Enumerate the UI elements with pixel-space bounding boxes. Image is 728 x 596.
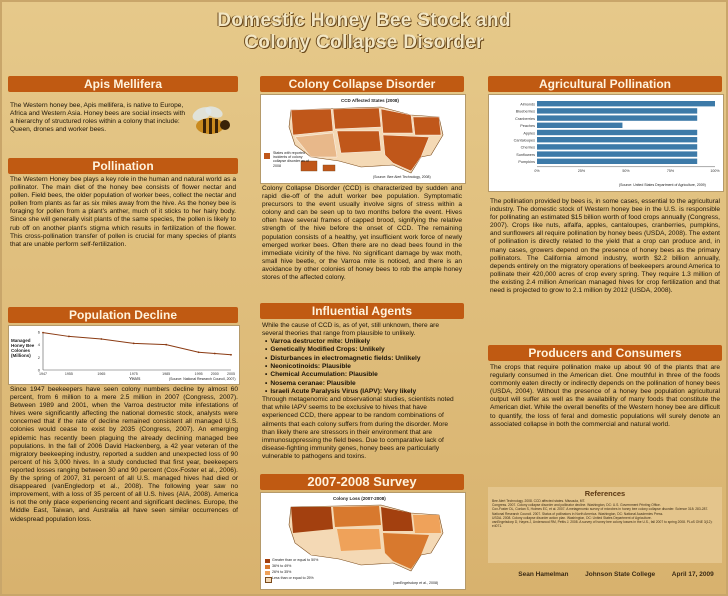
producers-heading: Producers and Consumers	[488, 345, 722, 361]
data-point	[133, 343, 135, 345]
bar-category-label: Cantaloupes	[513, 138, 535, 143]
survey-legend-item: Greater than or equal to 50%	[272, 558, 319, 562]
agent-item: • Nosema ceranae: Plausible	[271, 380, 462, 388]
data-point	[68, 336, 70, 338]
agent-item: • Disturbances in electromagnetic fields: Unlikely	[271, 355, 462, 363]
bar	[537, 108, 697, 113]
agent-item: • Chemical Accumulation: Plausible	[271, 371, 462, 379]
reference-item: Bee Alert Technology. 2008. CCD affected states. Missoula, MT.	[492, 499, 586, 503]
legend-swatch	[265, 565, 270, 569]
x-tick-label: 25%	[577, 168, 586, 173]
survey-legend-item: Less than or equal to 25%	[272, 576, 314, 580]
bar	[537, 137, 697, 142]
ccd-map-title: CCD Affected States (2008)	[341, 98, 399, 103]
bar-category-label: Sunflowers	[516, 152, 535, 157]
agents-heading: Influential Agents	[260, 303, 464, 319]
x-tick-label: 1995	[194, 372, 203, 376]
population-chart	[8, 325, 240, 385]
agent-item: • Israeli Acute Paralysis Virus (IAPV): Very likely	[271, 388, 462, 396]
bar	[537, 144, 697, 149]
bar	[537, 115, 697, 120]
ag-chart-source: (Source: United States Department of Agriculture, 2009)	[619, 183, 706, 187]
x-tick-label: 2000	[210, 372, 219, 376]
agents-intro: While the cause of CCD is, as of yet, still unknown, there are several theories that range from plausible to unlikely.	[262, 322, 440, 338]
pollination-heading: Pollination	[8, 158, 238, 174]
bar-category-label: Cranberries	[515, 116, 535, 121]
data-point	[165, 344, 167, 346]
data-point	[214, 353, 216, 355]
bar-category-label: Almonds	[520, 102, 535, 107]
us-map-ccd	[261, 95, 465, 183]
survey-map	[260, 492, 466, 590]
bar-category-label: Cherries	[520, 145, 535, 150]
survey-source: (vanEngelsdorp et al., 2008)	[393, 581, 439, 585]
ag-heading: Agricultural Pollination	[488, 76, 722, 92]
x-tick-label: 75%	[666, 168, 675, 173]
population-chart-source: (Source: National Research Council, 2007)	[169, 377, 236, 381]
bar-category-label: Peaches	[520, 124, 535, 129]
bar	[537, 151, 697, 156]
y-tick-label: 0	[37, 367, 40, 373]
agent-item: • Neonicotinoids: Plausible	[271, 363, 462, 371]
x-tick-label: 2005	[227, 372, 235, 376]
x-tick-label: 50%	[622, 168, 630, 173]
survey-map-title: Colony Loss (2007-2008)	[333, 496, 386, 501]
y-tick-label: 2	[37, 354, 40, 360]
footer-author: Sean Hamelman	[518, 570, 569, 578]
apis-heading: Apis Mellifera	[8, 76, 238, 92]
reference-item: Congress. 2007. Colony collapse disorder and pollinator decline. Washington, DC: U.S. Government Printing Office.	[492, 503, 661, 508]
agents-text: Through metagenomic and observational studies, scientists noted that while IAPV seems to be exclusive to hives that have experienced CCD, there appear to be random combinations of ailments that each colony suffers from during the disorder. More than likely there are stressors in their environment that are immunosuppressing the field bees. Due to comparative lack of disease-fighting immunity genes, honey bees are particularly vulnerable to pathogens and toxins.	[262, 396, 454, 460]
x-tick-label: 0%	[534, 168, 540, 173]
y-tick-label: 6	[37, 329, 40, 335]
data-point	[42, 332, 44, 334]
ccd-text: Colony Collapse Disorder (CCD) is characterized by sudden and rapid die-off of the adult worker bee population. Symptomatic precursors to the event usually involve signs of stress within a colony and can be seen up to two months before the event. Hives often have several frames of capped brood, signifying the relative strength of the hive before the onset of CCD. The remaining population consists of a healthy, yet insufficient work force of newly emerged worker bees. Often there are no dead bees found in the immediate vicinity of the hive. No significant damage by wax moth, small hive beetle, or the Varroa mite is noticed, and there is an avoidance by other colonies of honey bees to rob the ample honey stores of the affected colony.	[262, 185, 462, 282]
bar-category-label: Pumpkins	[518, 160, 535, 165]
legend-swatch	[265, 559, 270, 563]
reference-item: National Research Council. 2007. Status of pollinators in North America. Washington, DC: National Academies Press.	[492, 511, 664, 516]
producers-text: The crops that require pollination make up about 90 of the plants that are regularly consumed in the American diet. One mouthful in three of the foods commonly eaten directly or indirectly depends on the pollination of honey bees (USDA, 2004). Without the presence of a honey bee population agricultural output will suffer as well as the availability of many foods that constitute the American diet. While the overall benefits of the Western honey bee are difficult to quantify, the loss of feral and domestic populations will surely denote an associated collapse in both the commercial and natural world.	[490, 364, 720, 428]
survey-legend-item: 36% to 49%	[272, 564, 292, 568]
ag-text: The pollination provided by bees is, in some cases, essential to the agricultural industry. The domestic stock of Western honey bee in the U.S. is responsible for pollinating an estimated $15 billion worth of food crops annually (Congress, 2007). Crops like nuts, alfalfa, apples, cantaloupes, cranberries, pumpkins, and sunflowers all require pollination by honey bees (USDA, 2008). The extent of pollination is directly related to the yield that a crop can produce and, in many cases, growers depend on the presence of honey bees as the primary pollinators. The California almond industry, worth $2.2 billion annually, depends entirely on the migratory operations of beekeepers around America to pollinate their 420,000 acres of crop every spring. They require 1.3 million of the existing 2.4 million American managed hives for crop fertilization and that need is projected to grow to 2.1 million by 2012 (USDA, 2008).	[490, 198, 720, 295]
legend-swatch	[264, 153, 270, 159]
poster-title-line2: Colony Collapse Disorder	[244, 32, 484, 53]
references-list	[492, 499, 718, 528]
bar	[537, 123, 622, 128]
ag-chart	[488, 94, 724, 192]
x-tick-label: 1965	[97, 372, 106, 376]
bar-category-label: Apples	[523, 131, 535, 136]
references-heading: References	[584, 489, 626, 498]
ccd-map-legend: States with reported incidents of colony collapse disorder as of 2008	[273, 151, 309, 168]
agents-body	[262, 322, 462, 461]
ccd-map	[260, 94, 466, 184]
reference-item: USDA. 2008. Colony collapse disorder action plan. Washington, DC: United States Department of Agriculture.	[492, 515, 652, 520]
references-box	[488, 487, 722, 563]
series-line	[43, 333, 231, 355]
agent-item: • Genetically Modified Crops: Unlikely	[271, 346, 462, 354]
apis-text: The Western honey bee, Apis mellifera, is native to Europe, Africa and Western Asia. Honey bees are social insects with a hierarchy of structured roles within a colony that include: Queen, drones and worker bees.	[10, 102, 186, 134]
x-tick-label: 1947	[39, 372, 47, 376]
data-point	[230, 354, 232, 356]
data-point	[198, 351, 200, 353]
pollination-text: The Western Honey bee plays a key role in the human and natural world as a pollinator. The main diet of the honey bee consists of flower nectar and pollen. Field bees, the older population of worker bees, collect the nectar and pollen from plants as far as six miles away from the hive. As the honey bee is foraging for pollen from a plant's anther, much of it sticks to her hairy body. Since she will generally visit plants of the same species, the pollen is likely to rub off on another plant's stigma which results in fertilization of the flower. This cross-pollination transfer of pollen is crucial for many species of plants that are unable perform self-fertilization.	[10, 176, 236, 248]
ccd-heading: Colony Collapse Disorder	[260, 76, 464, 92]
poster-title-line1: Domestic Honey Bee Stock and	[217, 10, 511, 31]
ag-chart-plot	[489, 95, 723, 191]
population-heading: Population Decline	[8, 307, 238, 323]
us-map-colony-loss	[261, 493, 465, 589]
footer-date: April 17, 2009	[671, 570, 714, 578]
footer	[510, 567, 722, 581]
x-tick-label: 1975	[129, 372, 138, 376]
survey-heading: 2007-2008 Survey	[260, 474, 464, 490]
bar	[537, 130, 697, 135]
reference-item: vanEngelsdorp D, Hayes J, Underwood RM, Pettis J. 2008. A survey of honey bee colony losses in the U.S., fall 2007 to spring 2008. PLoS ONE 3(12): e4071.	[492, 520, 713, 529]
population-chart-ylabel: Managed Honey Bee Colonies (Millions)	[11, 338, 35, 358]
agents-list	[262, 338, 462, 396]
population-text: Since 1947 beekeepers have seen colony numbers decline by almost 60 percent, from 6 million to a mere 2.5 million in 2007 (Congress, 2007). Between 1989 and 2001, when the Varroa destructor mite infestations of hives were significantly affecting the national domestic stock, analysts were concerned that if the rate of decline remained consistent all managed U.S. colonies would cease to exist by 2035 (Congress, 2007). An emerging epidemic has recently been plaguing the already declining managed bee populations. In the fall of 2006 David Hackenberg, a 42 year veteran of the migratory beekeeping industry, reported a sudden and unexpected loss of 90 percent of his 3,000 hives. In a study conducted that first year, beekeepers reported losses ranging between 30 and 90 percent (Cox-Foster et al., 2006). By the spring of 2007, 31 percent of all U.S. managed hives had died or disappeared (vanEngledorp et al., 2008). The following year saw no improvement, with a loss of 35 percent of all U.S. hives (AIA, 2008). America is not the only place experiencing recent and significant declines. Europe, the Middle East, Taiwan, and Australia all have seen similar occurrences of widespread population loss.	[10, 386, 238, 523]
x-tick-label: 1985	[162, 372, 171, 376]
bar	[537, 101, 715, 106]
data-point	[100, 338, 102, 340]
ccd-map-source: (Source: Bee Alert Technology, 2008)	[373, 175, 431, 179]
reference-item: Cox-Foster DL, Conlan S, Holmes EC, et al. 2007. A metagenomic survey of microbes in honey bee colony collapse disorder. Science 318: 283-287.	[492, 507, 709, 512]
x-tick-label: 100%	[710, 168, 720, 173]
y-tick-label: 4	[37, 342, 40, 348]
agent-item: • Varroa destructor mite: Unlikely	[271, 338, 462, 346]
footer-school: Johnson State College	[585, 570, 656, 578]
legend-swatch	[265, 571, 270, 575]
x-tick-label: 1955	[64, 372, 73, 376]
bar-category-label: Blueberries	[515, 109, 535, 114]
bar	[537, 159, 697, 164]
honey-bee-icon	[188, 102, 234, 142]
poster	[2, 2, 726, 594]
population-chart-plot	[9, 326, 239, 384]
population-chart-xlabel: Years	[129, 376, 141, 381]
survey-legend-item: 26% to 35%	[272, 570, 292, 574]
legend-swatch	[265, 577, 272, 583]
